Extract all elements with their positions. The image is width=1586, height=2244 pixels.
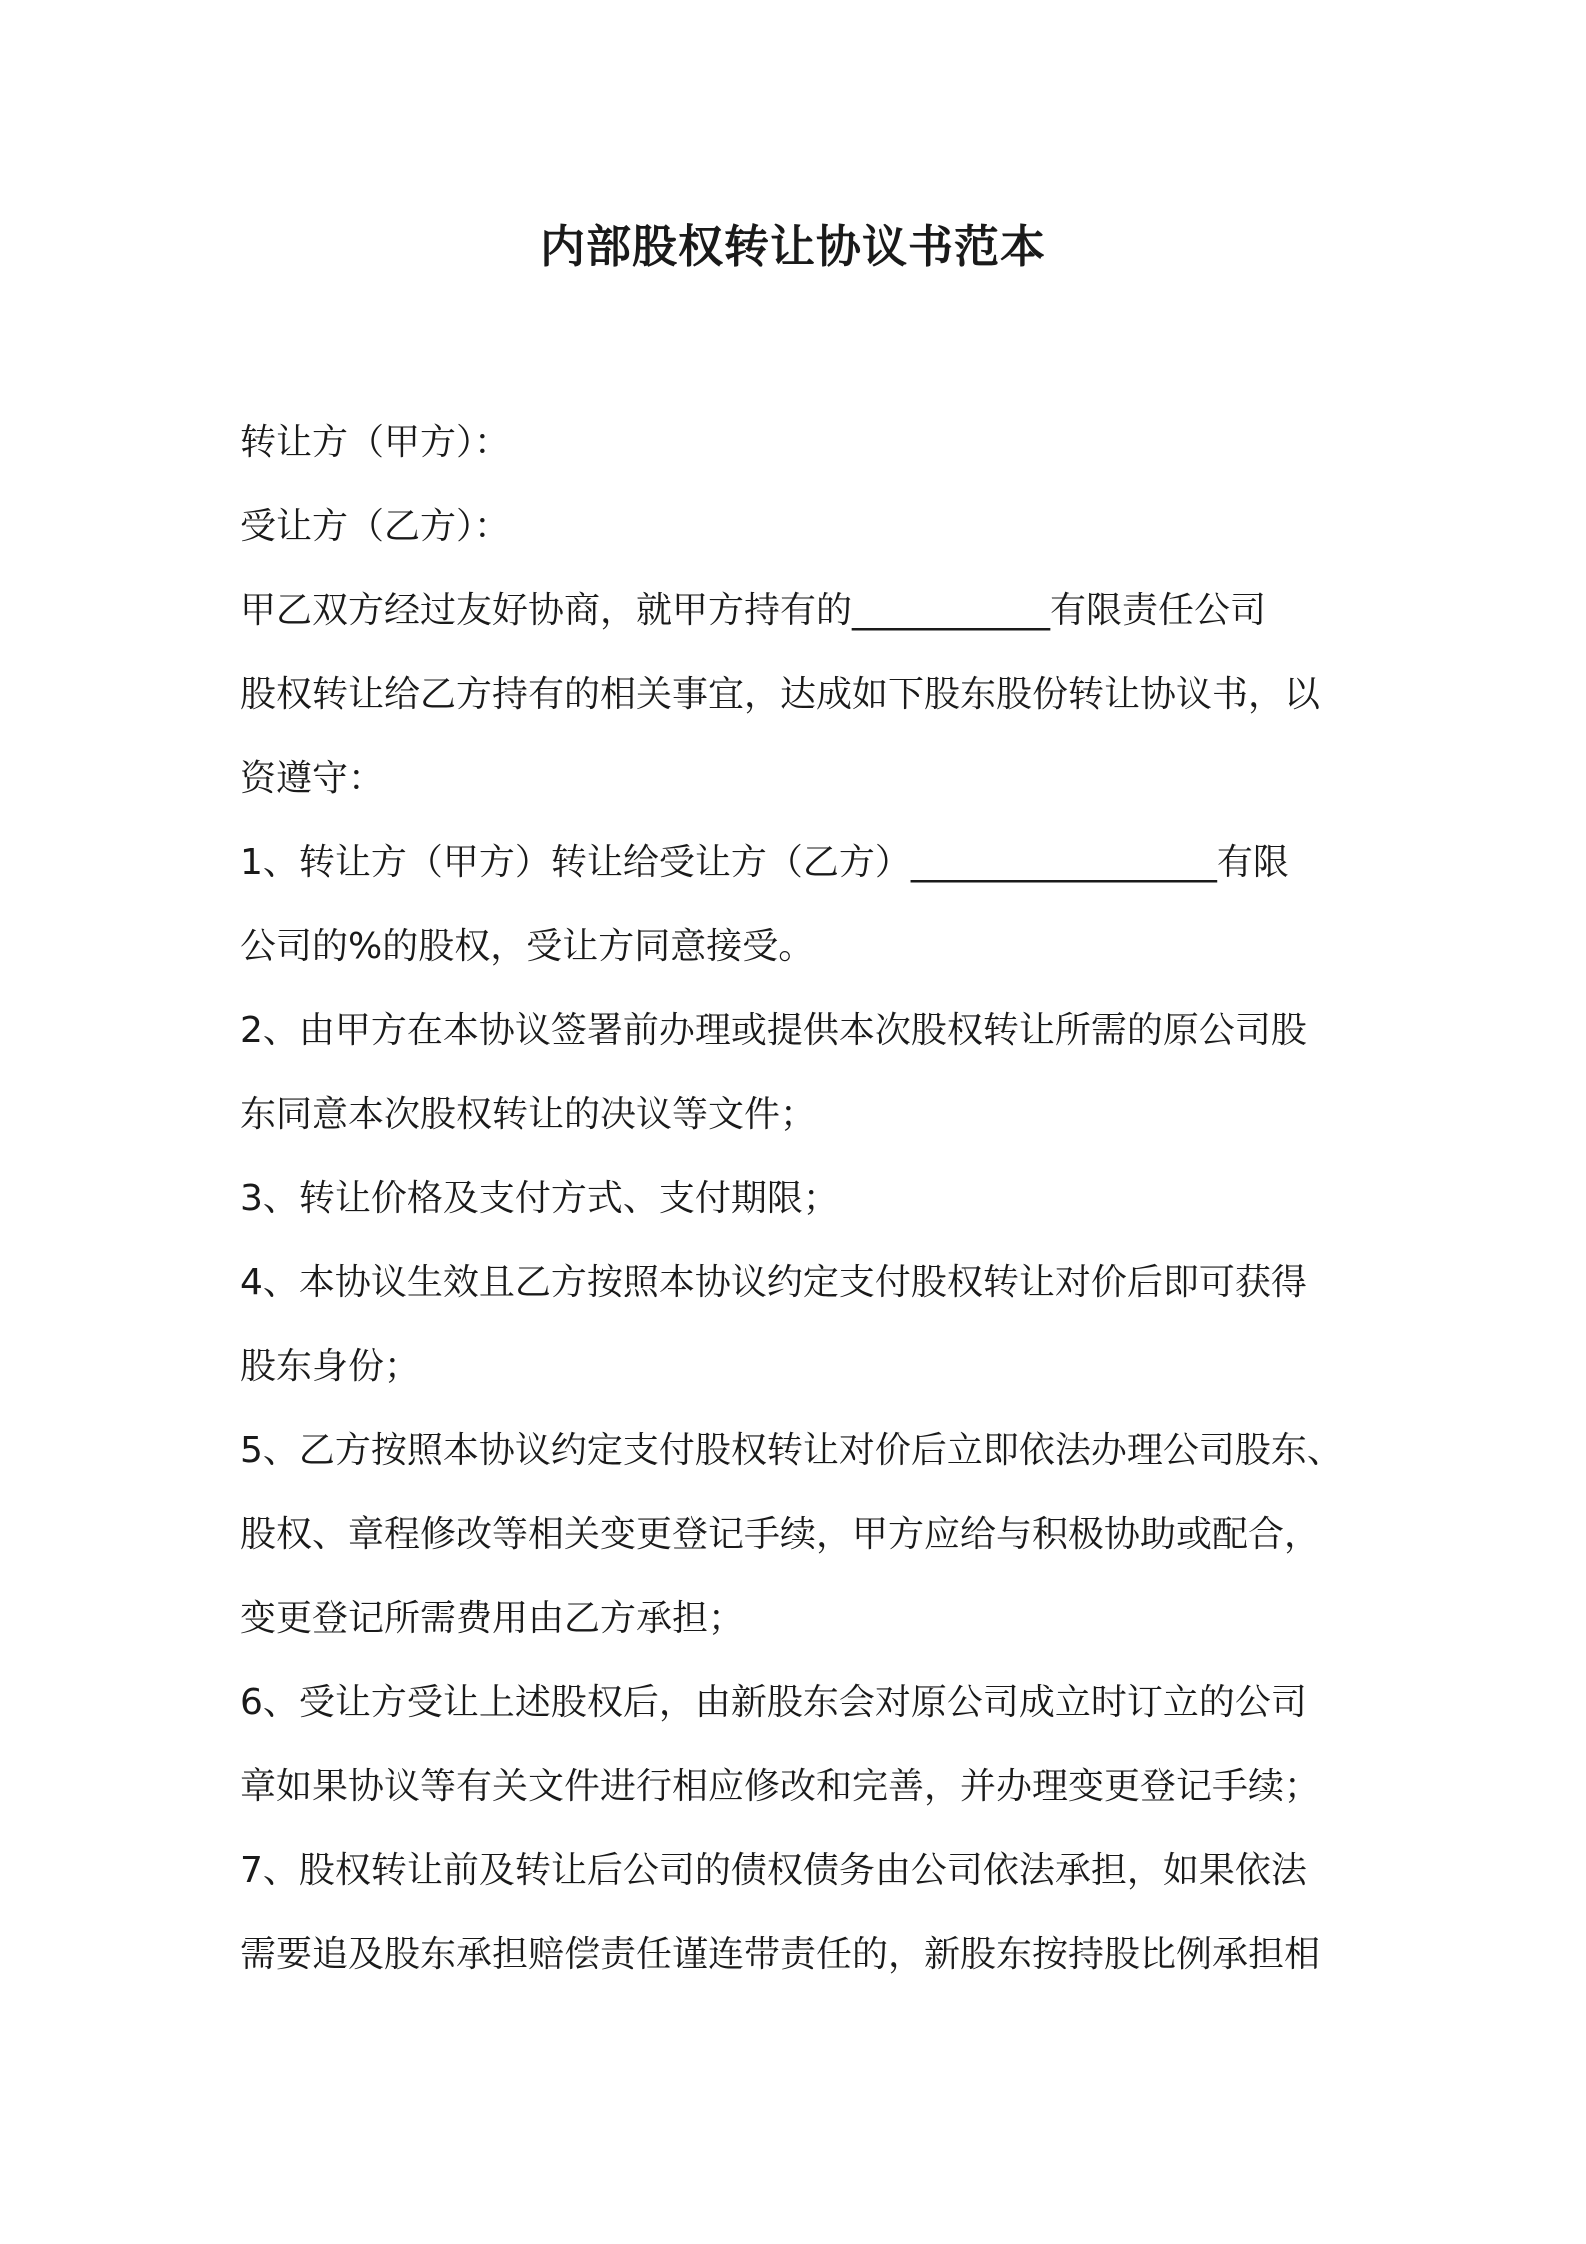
clause-1-line-1: 1、转让方（甲方）转让给受让方（乙方）_________________有限 bbox=[240, 842, 1289, 883]
clause-5-line-1: 5、乙方按照本协议约定支付股权转让对价后立即依法办理公司股东、 bbox=[240, 1430, 1343, 1471]
clause-2-line-2: 东同意本次股权转让的决议等文件； bbox=[240, 1094, 817, 1135]
clause-6-line-2: 章如果协议等有关文件进行相应修改和完善，并办理变更登记手续； bbox=[240, 1766, 1321, 1807]
document-body bbox=[240, 401, 1380, 1997]
clause-5-line-3: 变更登记所需费用由乙方承担； bbox=[240, 1598, 745, 1639]
preamble-line-2: 股权转让给乙方持有的相关事宜，达成如下股东股份转让协议书，以 bbox=[240, 674, 1321, 715]
party-b-line: 受让方（乙方）： bbox=[240, 506, 511, 547]
document-title: 内部股权转让协议书范本 bbox=[539, 220, 1046, 273]
preamble-line-1: 甲乙双方经过友好协商，就甲方持有的___________有限责任公司 bbox=[240, 590, 1267, 631]
clause-4-line-1: 4、本协议生效且乙方按照本协议约定支付股权转让对价后即可获得 bbox=[240, 1262, 1307, 1303]
clause-6-line-1: 6、受让方受让上述股权后，由新股东会对原公司成立时订立的公司 bbox=[240, 1682, 1307, 1723]
clause-3-line-1: 3、转让价格及支付方式、支付期限； bbox=[240, 1178, 839, 1219]
clause-2-line-1: 2、由甲方在本协议签署前办理或提供本次股权转让所需的原公司股 bbox=[240, 1010, 1307, 1051]
preamble-line-3: 资遵守： bbox=[240, 758, 385, 799]
clause-7-line-1: 7、股权转让前及转让后公司的债权债务由公司依法承担，如果依法 bbox=[240, 1850, 1307, 1891]
clause-7-line-2: 需要追及股东承担赔偿责任谨连带责任的，新股东按持股比例承担相 bbox=[240, 1934, 1321, 1975]
clause-1-line-2: 公司的%的股权，受让方同意接受。 bbox=[240, 926, 815, 967]
clause-5-line-2: 股权、章程修改等相关变更登记手续，甲方应给与积极协助或配合， bbox=[240, 1514, 1321, 1555]
clause-4-line-2: 股东身份； bbox=[240, 1346, 421, 1387]
party-a-line: 转让方（甲方）： bbox=[240, 422, 511, 463]
